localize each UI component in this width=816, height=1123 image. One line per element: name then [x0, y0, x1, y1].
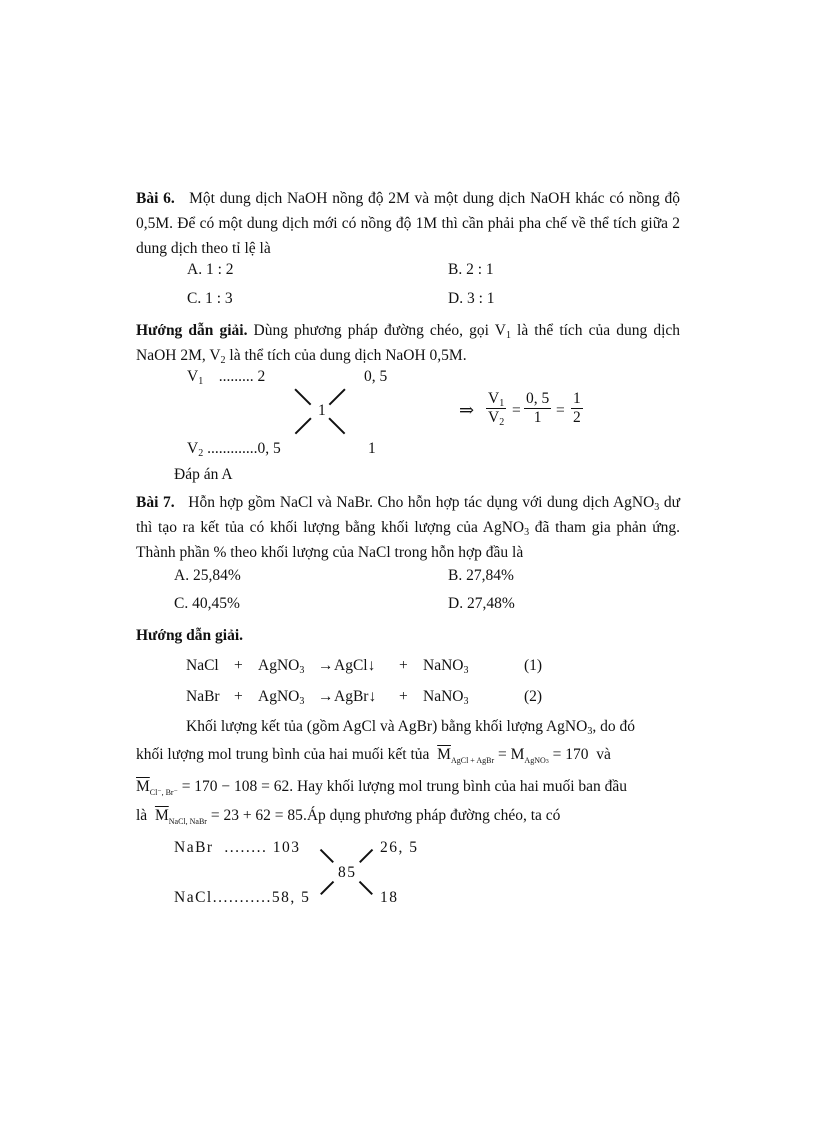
bai6-line-tl — [295, 388, 312, 405]
bai6-text: Một dung dịch NaOH nồng độ 2M và một dung dịch NaOH khác có nồng độ 0,5M. Để có một dung dịch mới có nồng độ 1M thì cần phải pha chế về thể tích giữa 2 dung dịch theo tỉ lệ là — [136, 190, 681, 257]
bai7-diagram-center: 85 — [338, 864, 357, 881]
bai6-implies-arrow: ⇒ — [459, 400, 475, 420]
bai6-guide: Hướng dẫn giải. Dùng phương pháp đường chéo, gọi $V_1$ là thể tích của dung dịch NaOH 2M, $V_2$ là thể tích của dung dịch NaOH 0,5M. — [136, 322, 681, 366]
bai6-option-c: C. 1 : 3 — [187, 290, 233, 307]
bai6-frac-v1-v2: $\frac{V_1}{V_2}$ — [488, 390, 505, 428]
bai6-diagram-top-right: 0, 5 — [364, 368, 388, 385]
bai6-diagram-v1: $V_1$ ......... 2 — [187, 368, 266, 387]
bai7-line-br — [359, 881, 373, 895]
bai7-line-bl — [320, 881, 334, 895]
bai7-label: Bài 7. — [136, 494, 175, 511]
bai7-diagram-nabr: NaBr ........ 103 — [174, 839, 301, 856]
bai7-diagram-bottom-right: 18 — [380, 889, 399, 906]
bai7-explain-line2: khối lượng mol trung bình của hai muối kết tủa $\overline{M}_{AgCl + AgBr} = M_{AgNO3} = 170$ và — [136, 746, 611, 765]
bai6-diagram-bottom-right: 1 — [368, 440, 376, 457]
bai6-eq-1: = — [512, 402, 521, 419]
bai6-eq-2: = — [556, 402, 565, 419]
bai7-guide-label: Hướng dẫn giải. — [136, 627, 244, 644]
bai6-diagram-center: 1 — [318, 402, 326, 419]
bai7-explain-line1: Khối lượng kết tủa (gồm AgCl và AgBr) bằng khối lượng AgNO$_3$, do đó — [186, 718, 635, 737]
bai6-frac-1-2: $\frac{1}{2}$ — [573, 390, 581, 426]
bai6-line-bl — [295, 417, 312, 434]
bai6-question — [136, 186, 680, 261]
bai6-option-d: D. 3 : 1 — [448, 290, 495, 307]
bai7-explain-line4: là $\overline{M}_{NaCl, NaBr} = 23 + 62$ = 85.Áp dụng phương pháp đường chéo, ta có — [136, 807, 561, 826]
bai6-guide-label: Hướng dẫn giải. — [136, 322, 248, 339]
bai7-explain-line3: $\overline{M}_{Cl^-, Br^-} = 170 - 108 = 62$. Hay khối lượng mol trung bình của hai muối ban đầu — [136, 778, 628, 797]
bai6-line-br — [329, 417, 346, 434]
bai7-question: Bài 7. Hỗn hợp gồm NaCl và NaBr. Cho hỗn hợp tác dụng với dung dịch AgNO$_3$ dư thì tạo ra kết tủa có khối lượng bằng khối lượng của AgNO$_3$ đã tham gia phản ứng. Thành phần % theo khối lượng của NaCl trong hỗn hợp đầu là — [136, 494, 681, 561]
bai7-option-a: A. 25,84% — [174, 567, 241, 584]
bai6-option-a: A. 1 : 2 — [187, 261, 234, 278]
bai7-line-tl — [320, 849, 334, 863]
bai7-option-b: B. 27,84% — [448, 567, 514, 584]
bai6-frac-05-1: $\frac{0, 5}{1}$ — [526, 390, 550, 426]
bai7-option-d: D. 27,48% — [448, 595, 515, 612]
bai7-option-c: C. 40,45% — [174, 595, 240, 612]
bai7-line-tr — [359, 849, 373, 863]
bai6-answer: Đáp án A — [174, 466, 233, 483]
bai6-label: Bài 6. — [136, 190, 175, 207]
bai6-diagram-v2: $V_2$ .............0, 5 — [187, 440, 281, 459]
bai6-line-tr — [329, 388, 346, 405]
bai6-option-b: B. 2 : 1 — [448, 261, 494, 278]
bai7-diagram-top-right: 26, 5 — [380, 839, 419, 856]
bai7-diagram-nacl: NaCl...........58, 5 — [174, 889, 311, 906]
